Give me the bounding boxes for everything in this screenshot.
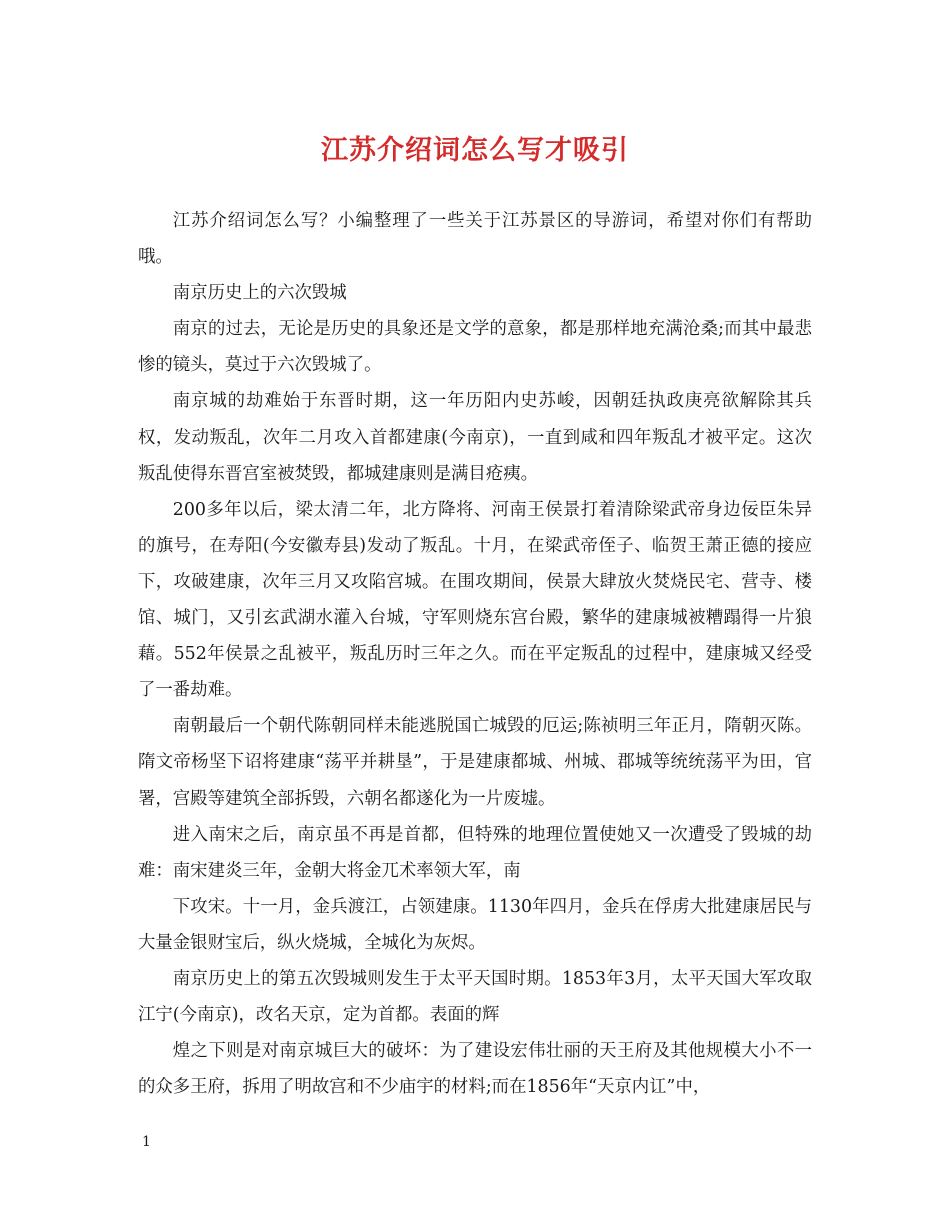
paragraph: 进入南宋之后，南京虽不再是首都，但特殊的地理位置使她又一次遭受了毁城的劫难：南宋建炎三年，金朝大将金兀术率领大军，南 — [138, 824, 812, 881]
paragraph: 南京城的劫难始于东晋时期，这一年历阳内史苏峻，因朝廷执政庚亮欲解除其兵权，发动叛乱，次年二月攻入首都建康(今南京)，一直到咸和四年叛乱才被平定。这次叛乱使得东晋宫室被焚毁，都城建康则是满目疮痍。 — [138, 391, 812, 484]
document-title: 江苏介绍词怎么写才吸引 — [321, 135, 629, 166]
document-body — [138, 203, 812, 1105]
paragraph: 南京的过去，无论是历史的具象还是文学的意象，都是那样地充满沧桑;而其中最悲惨的镜头，莫过于六次毁城了。 — [138, 319, 812, 376]
page-number: 1 — [142, 1134, 151, 1150]
section-heading: 南京历史上的六次毁城 — [172, 283, 347, 304]
paragraph-intro: 江苏介绍词怎么写？小编整理了一些关于江苏景区的导游词，希望对你们有帮助哦。 — [138, 211, 812, 268]
paragraph: 南京历史上的第五次毁城则发生于太平天国时期。1853年3月，太平天国大军攻取江宁(今南京)，改名天京，定为首都。表面的辉 — [138, 968, 812, 1026]
paragraph: 200多年以后，梁太清二年，北方降将、河南王侯景打着清除梁武帝身边佞臣朱异的旗号，在寿阳(今安徽寿县)发动了叛乱。十月，在梁武帝侄子、临贺王萧正德的接应下，攻破建康，次年三月又攻陷宫城。在围攻期间，侯景大肆放火焚烧民宅、营寺、楼馆、城门，又引玄武湖水灌入台城，守军则烧东宫台殿，繁华的建康城被糟蹋得一片狼藉。552年侯景之乱被平，叛乱历时三年之久。而在平定叛乱的过程中，建康城又经受了一番劫难。 — [138, 499, 812, 701]
paragraph: 下攻宋。十一月，金兵渡江，占领建康。1130年四月，金兵在俘虏大批建康居民与大量金银财宝后，纵火烧城，全城化为灰烬。 — [138, 896, 812, 953]
paragraph: 煌之下则是对南京城巨大的破坏：为了建设宏伟壮丽的天王府及其他规模大小不一的众多王府，拆用了明故宫和不少庙宇的材料;而在1856年“天京内讧”中， — [138, 1041, 812, 1098]
paragraph: 南朝最后一个朝代陈朝同样未能逃脱国亡城毁的厄运;陈祯明三年正月，隋朝灭陈。隋文帝杨坚下诏将建康“荡平并耕垦”，于是建康都城、州城、郡城等统统荡平为田，官署，宫殿等建筑全部拆毁，六朝名都遂化为一片废墟。 — [138, 716, 812, 809]
